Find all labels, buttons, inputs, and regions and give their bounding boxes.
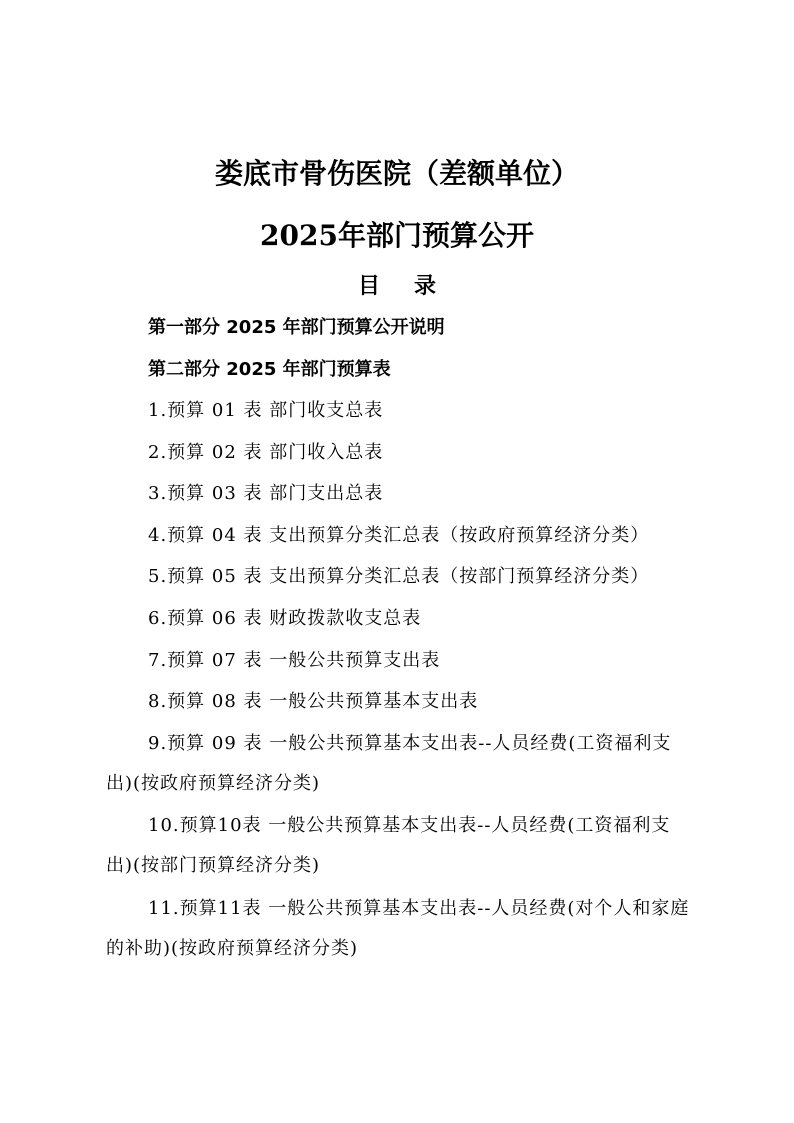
toc-item-6: 6.预算 06 表 财政拨款收支总表 <box>148 608 422 629</box>
toc-heading: 目录 <box>357 273 470 299</box>
toc-item-11 <box>106 889 696 969</box>
toc-item-4: 4.预算 04 表 支出预算分类汇总表（按政府预算经济分类） <box>148 525 650 546</box>
toc-item-3: 3.预算 03 表 部门支出总表 <box>148 483 384 504</box>
toc-item-text: 9.预算 09 表 一般公共预算基本支出表--人员经费(工资福利支出)(按政府预算经济分类) <box>106 733 672 794</box>
toc-item-text: 10.预算10表 一般公共预算基本支出表--人员经费(工资福利支出)(按部门预算经济分类) <box>106 815 671 876</box>
toc-item-8: 8.预算 08 表 一般公共预算基本支出表 <box>148 691 479 712</box>
toc-part-2: 第二部分 2025 年部门预算表 <box>148 359 391 380</box>
document-title: 娄底市骨伤医院（差额单位） <box>214 157 579 190</box>
toc-item-text: 11.预算11表 一般公共预算基本支出表--人员经费(对个人和家庭的补助)(按政府预算经济分类) <box>106 898 690 959</box>
toc-item-9 <box>106 724 696 804</box>
document-subtitle: 2025年部门预算公开 <box>260 219 534 252</box>
toc-item-7: 7.预算 07 表 一般公共预算支出表 <box>148 650 441 671</box>
toc-item-2: 2.预算 02 表 部门收入总表 <box>148 442 384 463</box>
toc-item-5: 5.预算 05 表 支出预算分类汇总表（按部门预算经济分类） <box>148 566 650 587</box>
toc-item-1: 1.预算 01 表 部门收支总表 <box>148 400 384 421</box>
toc-item-10 <box>106 806 696 886</box>
toc-part-1: 第一部分 2025 年部门预算公开说明 <box>148 317 445 338</box>
